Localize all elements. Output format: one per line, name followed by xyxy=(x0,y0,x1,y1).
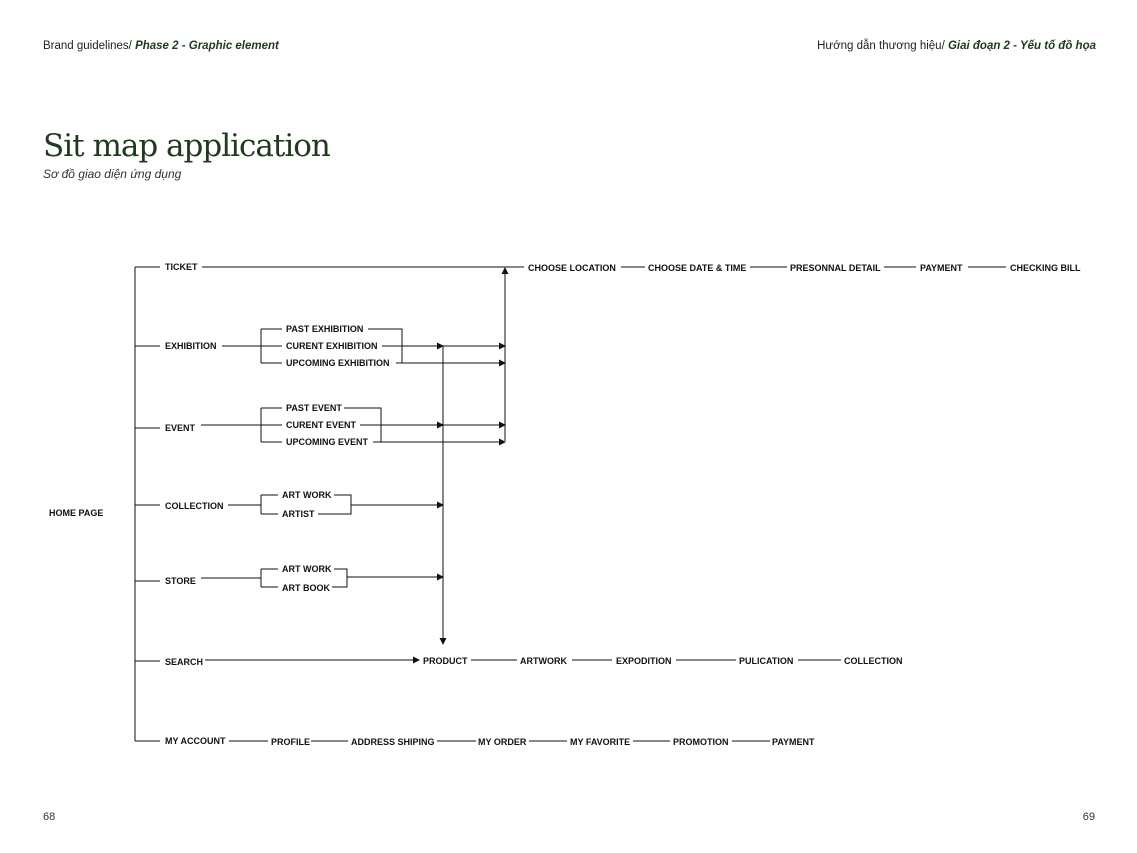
node-curent-event: CURENT EVENT xyxy=(286,420,357,430)
header-right-section: Giai đoạn 2 - Yếu tố đồ họa xyxy=(947,40,1096,52)
node-store-artwork: ART WORK xyxy=(282,564,332,574)
node-choose-location: CHOOSE LOCATION xyxy=(528,263,616,273)
node-store: STORE xyxy=(165,576,196,586)
node-event: EVENT xyxy=(165,423,196,433)
node-search-collection: COLLECTION xyxy=(844,656,903,666)
node-my-favorite: MY FAVORITE xyxy=(570,737,631,747)
node-profile: PROFILE xyxy=(271,737,311,747)
header-left-section: Phase 2 - Graphic element xyxy=(135,40,279,52)
node-curent-exhibition: CURENT EXHIBITION xyxy=(286,341,378,351)
node-checking-bill: CHECKING BILL xyxy=(1010,263,1081,273)
page-title: Sit map application xyxy=(43,128,330,164)
node-pulication: PULICATION xyxy=(739,656,794,666)
diagram-labels xyxy=(49,262,1081,747)
node-exhibition: EXHIBITION xyxy=(165,341,217,351)
page-number-left: 68 xyxy=(43,811,56,823)
node-collection-artwork: ART WORK xyxy=(282,490,332,500)
node-past-event: PAST EVENT xyxy=(286,403,342,413)
node-account-payment: PAYMENT xyxy=(772,737,815,747)
node-collection: COLLECTION xyxy=(165,501,224,511)
node-ticket: TICKET xyxy=(165,262,198,272)
page-subtitle: Sơ đồ giao diện ứng dụng xyxy=(43,167,182,181)
header-right-prefix: Hướng dẫn thương hiệu/ xyxy=(817,40,948,52)
node-promotion: PROMOTION xyxy=(673,737,729,747)
node-past-exhibition: PAST EXHIBITION xyxy=(286,324,364,334)
node-my-order: MY ORDER xyxy=(478,737,527,747)
node-expodition: EXPODITION xyxy=(616,656,672,666)
node-search: SEARCH xyxy=(165,657,204,667)
node-choose-date-time: CHOOSE DATE & TIME xyxy=(648,263,747,273)
node-my-account: MY ACCOUNT xyxy=(165,736,226,746)
node-store-artbook: ART BOOK xyxy=(282,583,330,593)
node-personal-detail: PRESONNAL DETAIL xyxy=(790,263,881,273)
node-artwork: ARTWORK xyxy=(520,656,567,666)
node-collection-artist: ARTIST xyxy=(282,509,315,519)
diagram-connectors xyxy=(135,267,1006,741)
page-number-right: 69 xyxy=(1082,811,1095,823)
node-address-shiping: ADDRESS SHIPING xyxy=(351,737,435,747)
node-upcoming-exhibition: UPCOMING EXHIBITION xyxy=(286,358,390,368)
node-upcoming-event: UPCOMING EVENT xyxy=(286,437,369,447)
node-ticket-payment: PAYMENT xyxy=(920,263,963,273)
header-left-prefix: Brand guidelines/ xyxy=(43,40,136,52)
node-product: PRODUCT xyxy=(423,656,468,666)
node-home-page: HOME PAGE xyxy=(49,508,104,518)
